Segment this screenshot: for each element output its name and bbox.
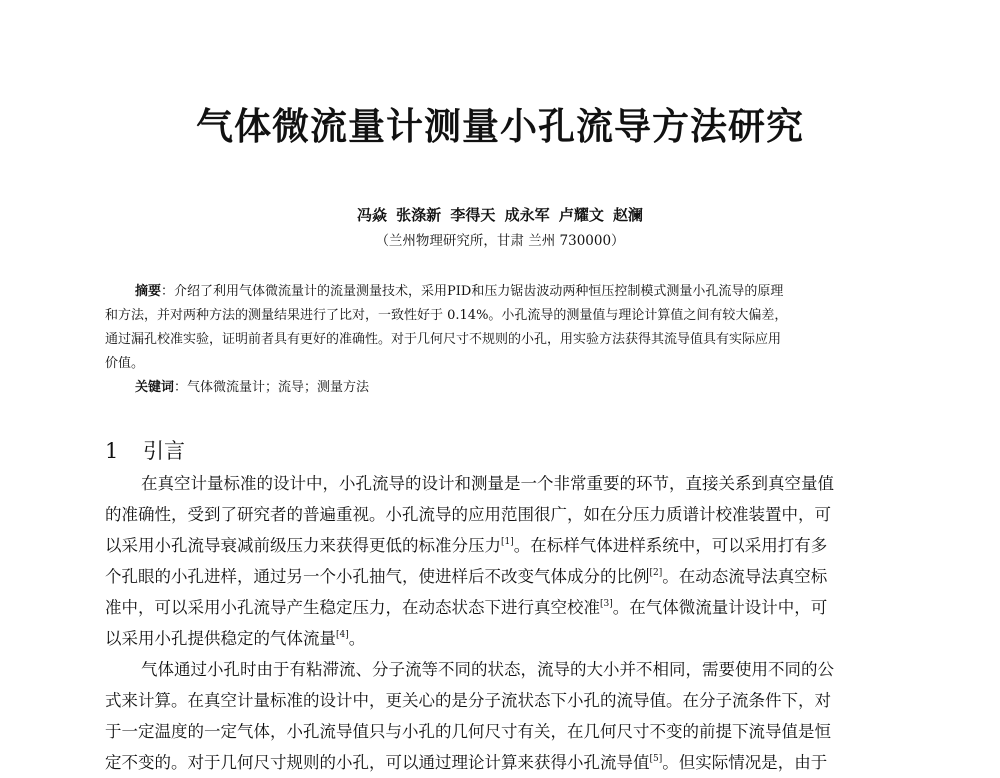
keywords-label: 关键词 [135,380,175,395]
body-line-5-text-b: 。在气体微流量计设计中，可 [612,598,828,617]
abstract-line-2: 和方法，并对两种方法的测量结果进行了比对，一致性好于 0.14%。小孔流导的测量值与理论计算值之间有较大偏差， [105,308,788,323]
affiliation: （兰州物理研究所，甘肃 兰州 730000） [375,233,625,249]
citation-2: [2] [649,568,663,578]
abstract-text-1: ：介绍了利用气体微流量计的流量测量技术，采用PID和压力锯齿波动两种恒压控制模式测量小孔流导的原理 [161,284,784,299]
abstract-line-4: 价值。 [105,356,145,371]
body-line-6-text-b: 。 [348,629,366,648]
body-line-3-text-a: 以采用小孔流导衰减前级压力来获得更低的标准分压力 [105,536,501,555]
citation-3: [3] [600,599,613,609]
body-line-9: 于一定温度的一定气体，小孔流导值只与小孔的几何尺寸有关，在几何尺寸不变的前提下流导值是恒 [105,722,831,741]
body-line-7: 气体通过小孔时由于有粘滞流、分子流等不同的状态，流导的大小并不相同，需要使用不同的公 [141,660,834,679]
keywords-text: ：气体微流量计；流导；测量方法 [174,380,370,395]
paper-title: 气体微流量计测量小孔流导方法研究 [196,105,804,148]
body-line-6-text-a: 以采用小孔提供稳定的气体流量 [105,629,336,648]
body-line-5 [105,592,895,623]
body-line-3-text-b: 。在标样气体进样系统中，可以采用打有多 [513,536,828,555]
abstract-block [105,280,895,400]
body-line-1: 在真空计量标准的设计中，小孔流导的设计和测量是一个非常重要的环节，直接关系到真空量值 [141,474,834,493]
section-heading-introduction [105,436,185,466]
body-line-10-text-a: 定不变的。对于几何尺寸规则的小孔，可以通过理论计算来获得小孔流导值 [105,753,650,772]
body-line-8: 式来计算。在真空计量标准的设计中，更关心的是分子流状态下小孔的流导值。在分子流条件下，对 [105,691,831,710]
abstract-label: 摘要 [135,284,162,299]
citation-5: [5] [649,754,663,764]
body-text [105,468,895,778]
body-line-5-text-a: 准中，可以采用小孔流导产生稳定压力，在动态状态下进行真空校准 [105,598,600,617]
keywords-line [105,376,895,400]
body-line-4 [105,561,895,592]
citation-4: [4] [336,630,349,640]
body-line-4-text-b: 。在动态流导法真空标 [662,567,828,586]
body-line-4-text-a: 个孔眼的小孔进样，通过另一个小孔抽气，使进样后不改变气体成分的比例 [105,567,650,586]
abstract-line-3: 通过漏孔校准实验，证明前者具有更好的准确性。对于几何尺寸不规则的小孔，用实验方法获得其流导值具有实际应用 [105,332,782,347]
body-line-10 [105,747,895,778]
abstract-line-1 [105,280,895,304]
author-list: 冯焱 张涤新 李得天 成永军 卢耀文 赵澜 [356,206,644,224]
body-line-3 [105,530,895,561]
body-line-6 [105,623,895,654]
section-title: 引言 [143,439,185,463]
body-line-10-text-b: 。但实际情况是，由于 [662,753,828,772]
citation-1: [1] [501,537,514,547]
body-line-2: 的准确性，受到了研究者的普遍重视。小孔流导的应用范围很广，如在分压力质谱计校准装置中，可 [105,505,831,524]
section-number: 1 [105,439,119,463]
